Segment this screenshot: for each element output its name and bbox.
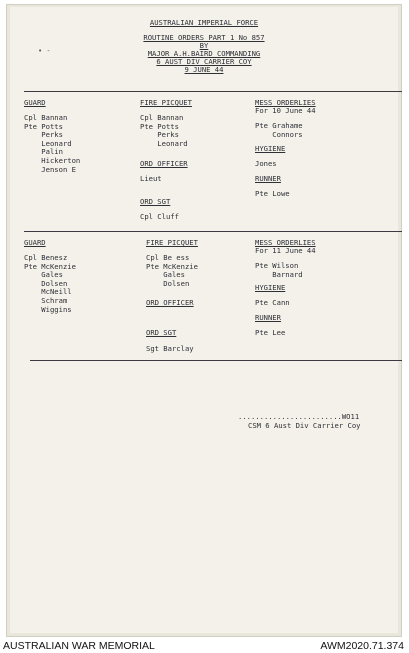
unit-line: 6 AUST DIV CARRIER COY	[156, 57, 252, 66]
s1-ord-sgt-value: Cpl Cluff	[140, 212, 179, 221]
s2-ord-sgt-value: Sgt Barclay	[146, 344, 194, 353]
s2-ord-officer-heading: ORD OFFICER	[146, 298, 194, 307]
s2-runner-value: Pte Lee	[255, 328, 286, 337]
s2-mess-orderlies-list: Pte Wilson Barnard	[255, 261, 303, 279]
footer-accession-number: AWM2020.71.374	[320, 640, 404, 652]
divider-top	[24, 91, 402, 92]
by-line: BY	[199, 41, 209, 50]
s2-hygiene-heading: HYGIENE	[255, 283, 286, 292]
date-line: 9 JUNE 44	[184, 65, 224, 74]
footer-institution: AUSTRALIAN WAR MEMORIAL	[3, 640, 155, 652]
s1-hygiene-value: Jones	[255, 159, 277, 168]
signature-title: CSM 6 Aust Div Carrier Coy	[248, 421, 361, 430]
s1-fire-picquet-list: Cpl Bannan Pte Potts Perks Leonard	[140, 113, 188, 148]
commander-line: MAJOR A.H.BAIRD COMMANDING	[147, 49, 261, 58]
s2-fire-picquet-heading: FIRE PICQUET	[146, 238, 198, 247]
s1-hygiene-heading: HYGIENE	[255, 144, 286, 153]
s2-mess-orderlies-date: For 11 June 44	[255, 246, 316, 255]
paper-sheet	[10, 7, 398, 633]
s1-runner-heading: RUNNER	[255, 174, 281, 183]
s1-runner-value: Pte Lowe	[255, 189, 290, 198]
punch-marks: • -	[38, 47, 51, 55]
signature-line: ........................WO11	[238, 412, 360, 421]
s1-ord-sgt-heading: ORD SGT	[140, 197, 171, 206]
s2-ord-sgt-heading: ORD SGT	[146, 328, 177, 337]
s2-guard-list: Cpl Benesz Pte McKenzie Gales Dolsen McNeill Schram Wiggins	[24, 253, 76, 314]
s1-guard-heading: GUARD	[24, 98, 46, 107]
s2-guard-heading: GUARD	[24, 238, 46, 247]
orders-title: ROUTINE ORDERS PART 1 No 857	[143, 33, 265, 42]
s1-mess-orderlies-heading: MESS ORDERLIES	[255, 98, 316, 107]
s1-mess-orderlies-date: For 10 June 44	[255, 106, 316, 115]
document-page	[6, 4, 402, 637]
divider-middle	[24, 231, 402, 232]
s2-mess-orderlies-heading: MESS ORDERLIES	[255, 238, 316, 247]
force-title: AUSTRALIAN IMPERIAL FORCE	[149, 18, 259, 27]
divider-bottom	[30, 360, 402, 361]
s2-fire-picquet-list: Cpl Be ess Pte McKenzie Gales Dolsen	[146, 253, 198, 288]
s1-guard-list: Cpl Bannan Pte Potts Perks Leonard Palin Hickerton Jenson E	[24, 113, 81, 174]
s1-ord-officer-value: Lieut	[140, 174, 162, 183]
s2-runner-heading: RUNNER	[255, 313, 281, 322]
s1-ord-officer-heading: ORD OFFICER	[140, 159, 188, 168]
s2-hygiene-value: Pte Cann	[255, 298, 290, 307]
s1-fire-picquet-heading: FIRE PICQUET	[140, 98, 192, 107]
s1-mess-orderlies-list: Pte Grahame Connors	[255, 121, 303, 139]
